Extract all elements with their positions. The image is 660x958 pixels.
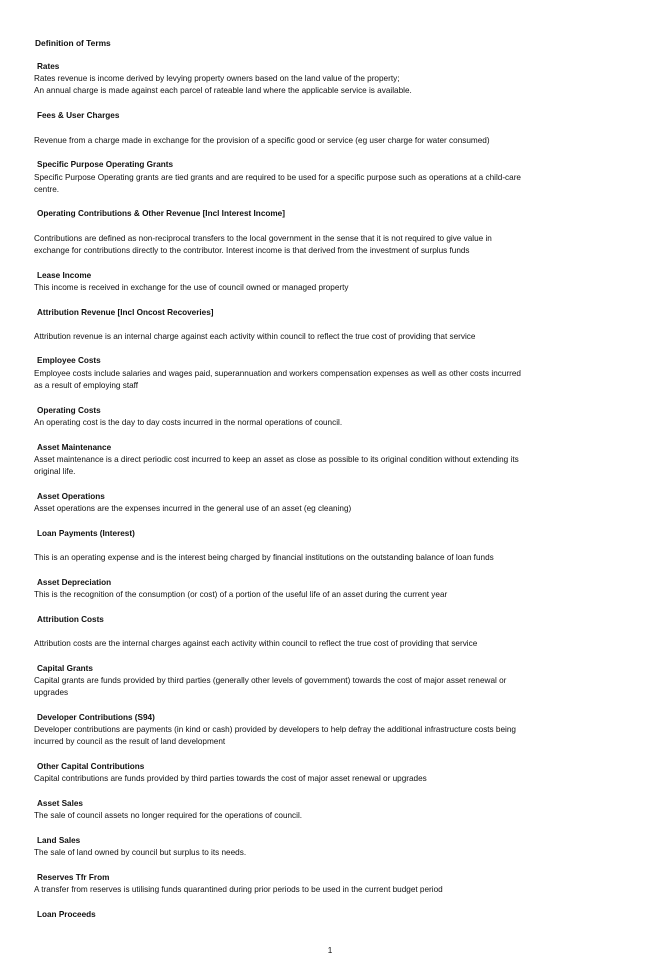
attribution-revenue-heading: Attribution Revenue [Incl Oncost Recoveries] — [37, 308, 214, 317]
operating-costs-definition-line: An operating cost is the day to day costs incurred in the normal operations of council. — [34, 418, 343, 427]
asset-maintenance-definition-line: original life. — [34, 467, 76, 477]
asset-depreciation-definition-line: This is the recognition of the consumption (or cost) of a portion of the useful life of an asset during the current year — [34, 590, 448, 599]
employee-costs-definition-line: Employee costs include salaries and wages paid, superannuation and workers compensation expenses as well as other costs incurred — [34, 369, 521, 378]
asset-operations-definition — [34, 503, 549, 515]
attribution-revenue-definition — [34, 331, 549, 343]
reserves-definition-line: A transfer from reserves is utilising funds quarantined during prior periods to be used in the current budget period — [34, 885, 443, 894]
employee-costs-heading: Employee Costs — [37, 356, 101, 365]
developer-contributions-definition-line: Developer contributions are payments (in kind or cash) provided by developers to help defray the additional infrastructure costs being — [34, 725, 516, 734]
other-capital-contributions-definition — [34, 773, 549, 785]
asset-operations-heading: Asset Operations — [37, 492, 105, 501]
loan-payments-definition-line: This is an operating expense and is the interest being charged by financial institutions on the outstanding balance of loan funds — [34, 553, 494, 562]
loan-proceeds-heading: Loan Proceeds — [37, 910, 96, 919]
developer-contributions-heading: Developer Contributions (S94) — [37, 713, 155, 722]
rates-definition-line: Rates revenue is income derived by levying property owners based on the land value of the property; — [34, 74, 400, 83]
attribution-costs-definition — [34, 638, 549, 650]
specific-purpose-heading: Specific Purpose Operating Grants — [37, 160, 174, 169]
specific-purpose-definition-line: Specific Purpose Operating grants are tied grants and are required to be used for a specific purpose such as operations at a child-care — [34, 173, 521, 182]
operating-contributions-heading: Operating Contributions & Other Revenue [Incl Interest Income] — [37, 209, 285, 218]
attribution-costs-definition-line: Attribution costs are the internal charges against each activity within council to reflect the true cost of providing that service — [34, 639, 478, 648]
other-capital-contributions-heading: Other Capital Contributions — [37, 762, 145, 771]
rates-definition-line: An annual charge is made against each parcel of rateable land where the applicable service is available. — [34, 86, 412, 96]
asset-depreciation-definition — [34, 589, 549, 601]
attribution-revenue-definition-line: Attribution revenue is an internal charge against each activity within council to reflect the true cost of providing that service — [34, 332, 476, 341]
developer-contributions-definition — [34, 724, 549, 748]
land-sales-heading: Land Sales — [37, 836, 81, 845]
lease-income-definition-line: This income is received in exchange for the use of council owned or managed property — [34, 283, 349, 292]
page-number: 1 — [327, 946, 333, 955]
loan-payments-heading: Loan Payments (Interest) — [37, 529, 135, 538]
fees-heading: Fees & User Charges — [37, 111, 120, 120]
capital-grants-definition-line: Capital grants are funds provided by third parties (generally other levels of government) towards the cost of major asset renewal or — [34, 676, 507, 685]
loan-payments-definition — [34, 552, 549, 564]
operating-contributions-definition — [34, 233, 549, 257]
asset-maintenance-heading: Asset Maintenance — [37, 443, 112, 452]
employee-costs-definition — [34, 368, 549, 392]
rates-definition — [34, 73, 549, 97]
land-sales-definition — [34, 847, 549, 859]
capital-grants-heading: Capital Grants — [37, 664, 93, 673]
developer-contributions-definition-line: incurred by council as the result of land development — [34, 737, 226, 747]
specific-purpose-definition — [34, 172, 549, 196]
document-title: Definition of Terms — [35, 38, 111, 48]
reserves-heading: Reserves Tfr From — [37, 873, 110, 882]
other-capital-contributions-definition-line: Capital contributions are funds provided by third parties towards the cost of major asset renewal or upgrades — [34, 774, 427, 783]
specific-purpose-definition-line: centre. — [34, 185, 60, 195]
rates-heading: Rates — [37, 62, 60, 71]
reserves-definition — [34, 884, 549, 896]
asset-operations-definition-line: Asset operations are the expenses incurred in the general use of an asset (eg cleaning) — [34, 504, 352, 513]
land-sales-definition-line: The sale of land owned by council but surplus to its needs. — [34, 848, 247, 857]
asset-maintenance-definition-line: Asset maintenance is a direct periodic cost incurred to keep an asset as close as possible to its original condition without extending its — [34, 455, 519, 464]
attribution-costs-heading: Attribution Costs — [37, 615, 104, 624]
operating-contributions-definition-line: exchange for contributions directly to the contributor. Interest income is that derived from the investment of surplus funds — [34, 246, 470, 256]
operating-contributions-definition-line: Contributions are defined as non-reciprocal transfers to the local government in the sense that it is not required to give value in — [34, 234, 492, 243]
capital-grants-definition-line: upgrades — [34, 688, 69, 698]
operating-costs-definition — [34, 417, 549, 429]
asset-sales-definition-line: The sale of council assets no longer required for the operations of council. — [34, 811, 303, 820]
operating-costs-heading: Operating Costs — [37, 406, 101, 415]
lease-income-definition — [34, 282, 549, 294]
asset-sales-heading: Asset Sales — [37, 799, 83, 808]
asset-maintenance-definition — [34, 454, 549, 478]
asset-depreciation-heading: Asset Depreciation — [37, 578, 112, 587]
lease-income-heading: Lease Income — [37, 271, 92, 280]
employee-costs-definition-line: as a result of employing staff — [34, 381, 139, 391]
fees-definition-line: Revenue from a charge made in exchange for the provision of a specific good or service (eg user charge for water consumed) — [34, 136, 490, 145]
fees-definition — [34, 135, 549, 147]
capital-grants-definition — [34, 675, 549, 699]
asset-sales-definition — [34, 810, 549, 822]
